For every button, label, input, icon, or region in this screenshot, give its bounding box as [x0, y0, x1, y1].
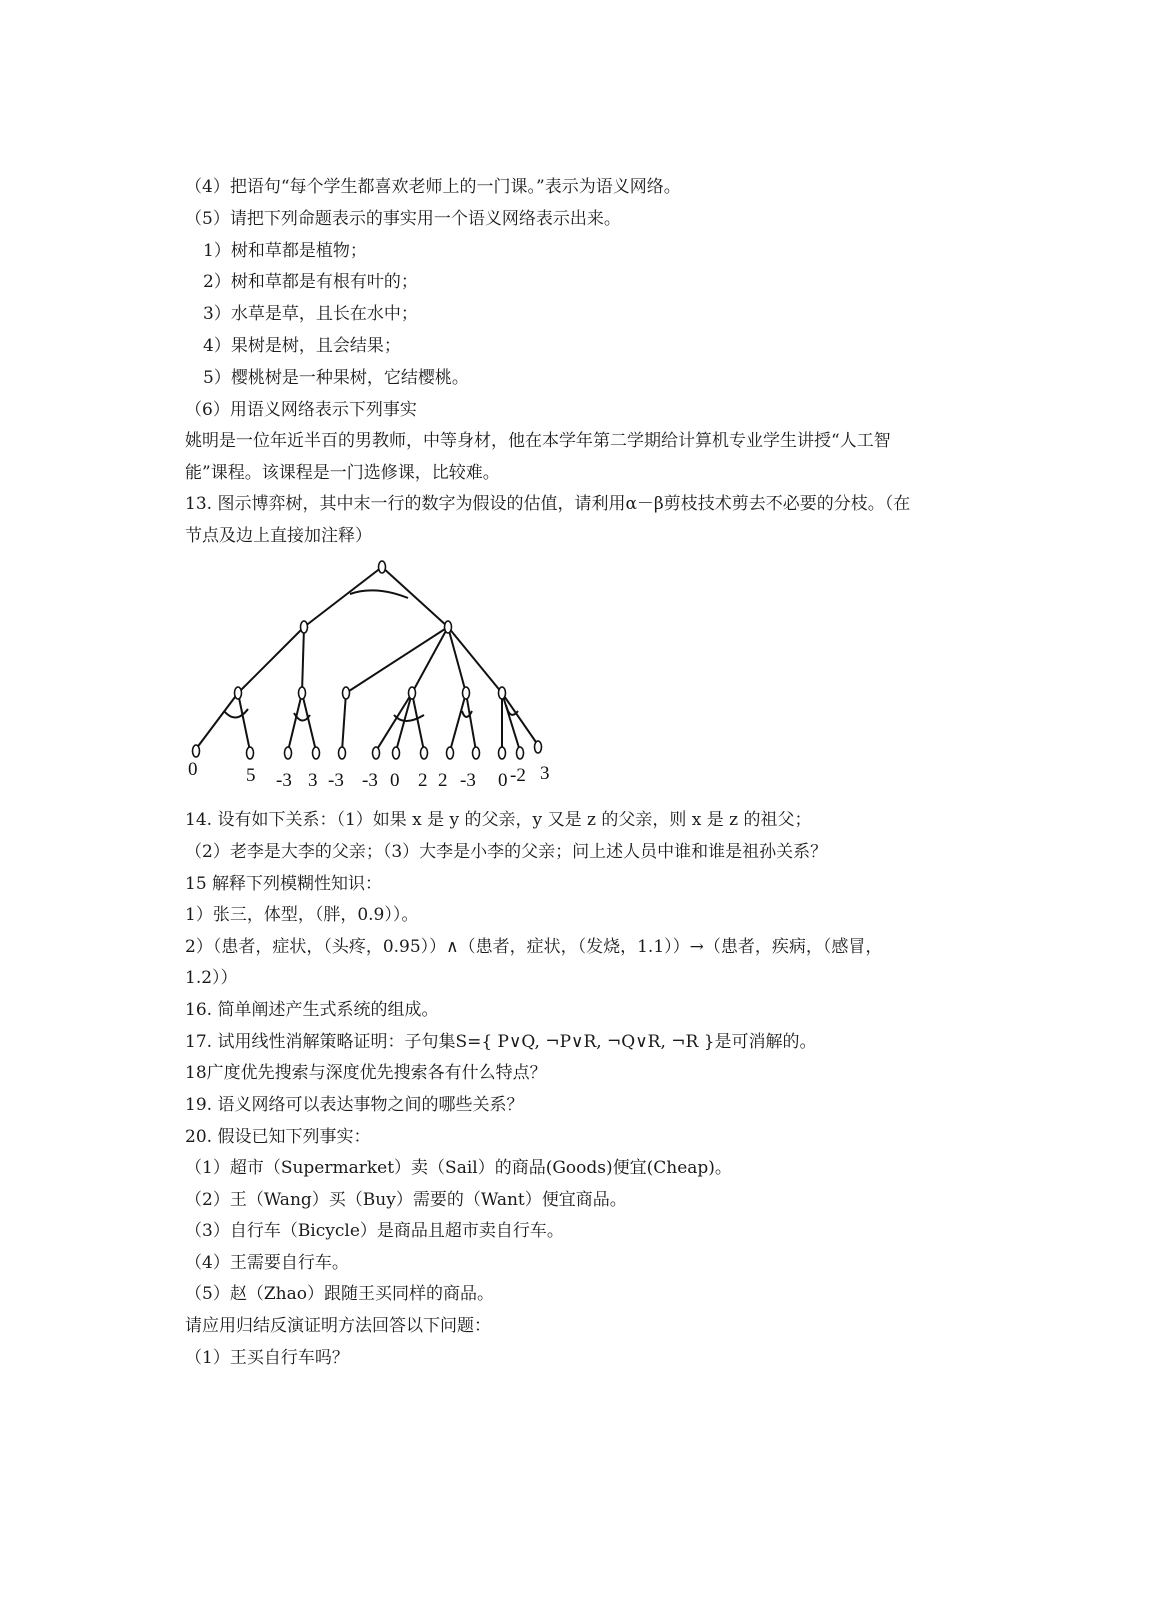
tree-edge — [450, 693, 466, 751]
text-line: 节点及边上直接加注释） — [185, 526, 372, 546]
text-line: 13. 图示博弈树，其中末一行的数字为假设的估值，请利用α－β剪枝技术剪去不必要的分枝。（在 — [185, 494, 911, 514]
tree-edge — [342, 693, 346, 751]
text-line: （1）超市（Supermarket）卖（Sail）的商品(Goods)便宜(Cheap)。 — [185, 1158, 732, 1178]
leaf-value: 3 — [540, 763, 550, 784]
text-line: （5）赵（Zhao）跟随王买同样的商品。 — [185, 1284, 494, 1304]
text-line: （2）老李是大李的父亲；（3）大李是小李的父亲；问上述人员中谁和谁是祖孙关系？ — [185, 842, 828, 862]
branch-arc — [350, 590, 408, 598]
tree-edge — [302, 627, 304, 693]
text-line: 15 解释下列模糊性知识： — [185, 874, 383, 894]
tree-node — [301, 621, 308, 633]
tree-leaf-node — [193, 745, 200, 757]
text-line: （3）自行车（Bicycle）是商品且超市卖自行车。 — [185, 1221, 564, 1241]
tree-edge — [466, 693, 476, 751]
tree-edge — [302, 693, 316, 751]
leaf-value: -3 — [328, 770, 344, 791]
tree-node — [499, 687, 506, 699]
text-line: 1）张三，体型，（胖，0.9））。 — [185, 905, 419, 925]
tree-leaf-node — [393, 747, 400, 759]
text-line: （2）王（Wang）买（Buy）需要的（Want）便宜商品。 — [185, 1190, 627, 1210]
tree-node — [379, 561, 386, 573]
text-line: 19. 语义网络可以表达事物之间的哪些关系？ — [185, 1095, 524, 1115]
text-line: 18广度优先搜索与深度优先搜索各有什么特点？ — [185, 1063, 547, 1083]
tree-node — [299, 687, 306, 699]
game-tree-svg — [180, 555, 580, 800]
tree-node — [445, 621, 452, 633]
text-line: 17. 试用线性消解策略证明：子句集S={ P∨Q, ¬P∨R, ¬Q∨R, ¬R }是可消解的。 — [185, 1032, 817, 1052]
leaf-value: -3 — [276, 770, 292, 791]
text-line: 16. 简单阐述产生式系统的组成。 — [185, 1000, 439, 1020]
text-line: 2）（患者，症状，（头疼，0.95））∧（患者，症状，（发烧，1.1））→（患者，疾病，（感冒， — [185, 937, 883, 957]
text-line: 14. 设有如下关系：（1）如果 x 是 y 的父亲，y 又是 z 的父亲，则 x 是 z 的祖父； — [185, 810, 812, 830]
tree-leaf-node — [339, 747, 346, 759]
tree-edge — [412, 627, 448, 693]
leaf-value: 5 — [246, 765, 256, 786]
branch-arc — [224, 709, 248, 718]
tree-leaf-node — [499, 747, 506, 759]
leaf-value: 3 — [308, 770, 318, 791]
tree-leaf-node — [447, 747, 454, 759]
tree-leaf-node — [313, 747, 320, 759]
tree-leaf-node — [247, 747, 254, 759]
leaf-value: 0 — [498, 770, 508, 791]
text-line: 5）樱桃树是一种果树，它结樱桃。 — [203, 368, 469, 388]
tree-edge — [304, 567, 382, 627]
game-tree-diagram — [180, 555, 580, 800]
tree-leaf-node — [517, 747, 524, 759]
text-line: （5）请把下列命题表示的事实用一个语义网络表示出来。 — [185, 209, 621, 229]
leaf-value: 0 — [390, 770, 400, 791]
leaf-value: 0 — [188, 759, 198, 780]
text-line: 请应用归结反演证明方法回答以下问题： — [185, 1316, 491, 1336]
leaf-value: -2 — [510, 765, 526, 786]
text-line: 4）果树是树，且会结果； — [203, 336, 401, 356]
tree-edge — [412, 693, 424, 751]
text-line: 1）树和草都是植物； — [203, 241, 367, 261]
text-line: （4）王需要自行车。 — [185, 1253, 349, 1273]
tree-edge — [502, 693, 538, 745]
text-line: （4）把语句“每个学生都喜欢老师上的一门课。”表示为语义网络。 — [185, 177, 681, 197]
text-line: 能”课程。该课程是一门选修课，比较难。 — [185, 463, 500, 483]
tree-edge — [396, 693, 412, 751]
tree-edge — [196, 693, 238, 749]
leaf-value: -3 — [460, 770, 476, 791]
tree-node — [235, 687, 242, 699]
leaf-value: -3 — [362, 770, 378, 791]
tree-node — [409, 687, 416, 699]
tree-node — [343, 687, 350, 699]
text-line: 3）水草是草，且长在水中； — [203, 304, 418, 324]
leaf-value: 2 — [438, 770, 448, 791]
tree-edge — [346, 627, 448, 693]
tree-leaf-node — [285, 747, 292, 759]
tree-leaf-node — [535, 741, 542, 753]
tree-leaf-node — [421, 747, 428, 759]
text-line: 姚明是一位年近半百的男教师，中等身材，他在本学年第二学期给计算机专业学生讲授“人工智 — [185, 431, 891, 451]
leaf-value: 2 — [418, 770, 428, 791]
tree-leaf-node — [373, 747, 380, 759]
tree-edge — [238, 627, 304, 693]
tree-edge — [238, 693, 250, 751]
tree-node — [463, 687, 470, 699]
tree-edge — [288, 693, 302, 751]
tree-leaf-node — [473, 747, 480, 759]
text-line: 20. 假设已知下列事实： — [185, 1127, 371, 1147]
text-line: （6）用语义网络表示下列事实 — [185, 400, 417, 420]
tree-edge — [382, 567, 448, 627]
text-line: （1）王买自行车吗？ — [185, 1348, 349, 1368]
text-line: 1.2）） — [185, 968, 238, 988]
text-line: 2）树和草都是有根有叶的； — [203, 272, 418, 292]
tree-edge — [502, 693, 520, 751]
